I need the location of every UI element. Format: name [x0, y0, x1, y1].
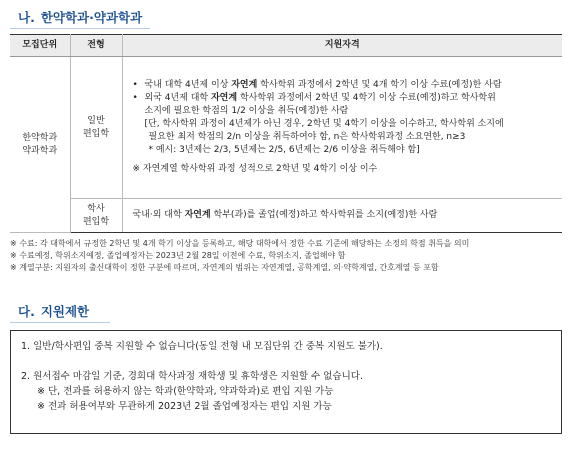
- footnote: ※ 계열구분: 지원자의 출신대학이 정한 구분에 따르며, 자연계의 범위는 자연계열, 공학계열, 의·약학계열, 간호계열 등 포함: [10, 263, 439, 272]
- header-type: 전형: [70, 35, 122, 57]
- restriction-note: ※ 단, 전과를 허용하지 않는 학과(한약학과, 약과학과)로 편입 지원 가능: [37, 386, 334, 397]
- text: 국내 대학 4년제 이상: [144, 80, 232, 90]
- text: 국내·외 대학: [132, 210, 185, 220]
- list-item: [133, 79, 557, 92]
- text: 외국 4년제 대학: [144, 93, 211, 103]
- qualification-cell: [122, 199, 562, 233]
- table-row: [10, 57, 562, 199]
- unit-line: 한약학과: [22, 132, 58, 143]
- list-item: [133, 92, 557, 105]
- note-line: ※ 자연계열 학사학위 과정 성적으로 2학년 및 4학기 이상 이수: [132, 164, 378, 174]
- table-header-row: [10, 35, 562, 57]
- text: 학부(과)를 졸업(예정)하고 학사학위를 소지(예정)한 사람: [210, 210, 438, 220]
- unit-line: 약과학과: [22, 145, 58, 156]
- footnote: ※ 수료예정, 학위소지예정, 졸업예정자는 2023년 2월 28일 이전에 수료, 학위소지, 졸업해야 함: [10, 251, 346, 260]
- type-line: 편입학: [82, 216, 110, 227]
- unit-cell: [10, 57, 70, 233]
- restriction-item: 2. 원서접수 마감일 기준, 경희대 학사과정 재학생 및 휴학생은 지원할 수 없습니다.: [21, 371, 363, 382]
- header-unit: 모집단위: [10, 35, 70, 57]
- emphasis: 자연계: [231, 80, 258, 90]
- section-title-da: [18, 300, 89, 322]
- text-line: 필요한 최저 학점의 2/n 이상을 취득하여야 함, n은 학사학위과정 소요연한, n≥3: [148, 132, 466, 142]
- header-qualification: 지원자격: [122, 35, 562, 57]
- restrictions-box: [10, 330, 562, 434]
- type-line: 일반: [87, 115, 105, 126]
- restriction-item: 1. 일반/학사편입 중복 지원할 수 없습니다(동일 전형 내 모집단위 간 중복 지원도 불가).: [21, 341, 383, 352]
- section-underline: [10, 322, 110, 323]
- type-line: 편입학: [82, 128, 110, 139]
- section-number: 다.: [18, 304, 35, 319]
- emphasis: 자연계: [210, 93, 238, 103]
- bullet: •: [132, 93, 138, 103]
- text: 학사학위 과정에서 2학년 및 4개 학기 이상 수료(예정)한 사람: [257, 80, 502, 90]
- requirements-table: [10, 34, 562, 233]
- text-line: * 예시: 3년제는 2/3, 5년제는 2/5, 6년제는 2/6 이상을 취득해야 함]: [148, 145, 420, 155]
- type-cell-general: [70, 57, 122, 199]
- type-cell-bachelor: [70, 199, 122, 233]
- qualification-cell: [122, 57, 562, 199]
- text-line: 소지에 필요한 학점의 1/2 이상을 취득(예정)한 사람: [144, 106, 349, 116]
- section-number: 나.: [18, 10, 35, 25]
- footnote: ※ 수료: 각 대학에서 규정한 2학년 및 4개 학기 이상을 등록하고, 해당 대학에서 정한 수료 기준에 해당하는 소정의 학점 취득을 의미: [10, 239, 470, 248]
- section-underline: [10, 28, 150, 29]
- text-line: [단, 학사학위 과정이 4년제가 아닌 경우, 2학년 및 4학기 이상을 이수하고, 학사학위 소지에: [144, 119, 504, 129]
- footnotes: [10, 238, 562, 274]
- restriction-note: ※ 전과 허용여부와 무관하게 2023년 2월 졸업예정자는 편입 지원 가능: [37, 401, 332, 412]
- type-line: 학사: [87, 203, 105, 214]
- text: 학사학위 과정에서 2학년 및 4학기 이상 수료(예정)하고 학사학위: [237, 93, 496, 103]
- bullet: •: [132, 80, 138, 90]
- section-heading: 지원제한: [40, 304, 90, 319]
- table-row: [10, 199, 562, 233]
- emphasis: 자연계: [184, 210, 211, 220]
- section-heading: 한약학과·약과학과: [40, 10, 143, 25]
- section-title-na: [18, 6, 142, 28]
